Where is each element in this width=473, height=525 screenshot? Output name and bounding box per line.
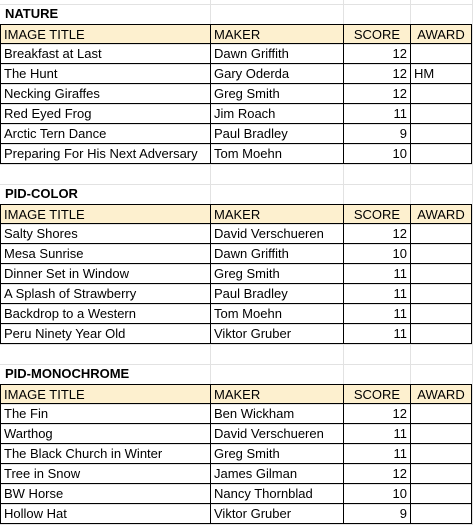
- header-maker[interactable]: MAKER: [210, 24, 343, 44]
- cell-image-title[interactable]: Preparing For His Next Adversary: [0, 144, 210, 164]
- cell-score[interactable]: 12: [343, 44, 410, 64]
- header-award[interactable]: AWARD: [410, 204, 472, 224]
- gridline: [0, 4, 473, 5]
- cell-score[interactable]: 11: [343, 104, 410, 124]
- cell-award[interactable]: [410, 264, 472, 284]
- table-row: [0, 244, 473, 264]
- table-row: [0, 284, 473, 304]
- cell-award[interactable]: [410, 284, 472, 304]
- cell-award[interactable]: [410, 104, 472, 124]
- cell-image-title[interactable]: Arctic Tern Dance: [0, 124, 210, 144]
- cell-award[interactable]: [410, 44, 472, 64]
- cell-score[interactable]: 9: [343, 504, 410, 524]
- header-award[interactable]: AWARD: [410, 24, 472, 44]
- cell-maker[interactable]: Tom Moehn: [210, 144, 343, 164]
- section-title: PID-MONOCHROME: [5, 366, 130, 381]
- cell-score[interactable]: 11: [343, 264, 410, 284]
- table-row: [0, 104, 473, 124]
- cell-image-title[interactable]: Breakfast at Last: [0, 44, 210, 64]
- cell-maker[interactable]: Viktor Gruber: [210, 324, 343, 344]
- cell-score[interactable]: 9: [343, 124, 410, 144]
- table-row: [0, 464, 473, 484]
- cell-award[interactable]: [410, 144, 472, 164]
- table-row: [0, 144, 473, 164]
- cell-award[interactable]: [410, 224, 472, 244]
- cell-maker[interactable]: Greg Smith: [210, 264, 343, 284]
- cell-award[interactable]: [410, 444, 472, 464]
- cell-award[interactable]: [410, 304, 472, 324]
- cell-maker[interactable]: David Verschueren: [210, 424, 343, 444]
- table-row: [0, 44, 473, 64]
- cell-image-title[interactable]: BW Horse: [0, 484, 210, 504]
- header-image-title[interactable]: IMAGE TITLE: [0, 384, 210, 404]
- table-row: [0, 64, 473, 84]
- header-image-title[interactable]: IMAGE TITLE: [0, 204, 210, 224]
- cell-score[interactable]: 12: [343, 224, 410, 244]
- cell-score[interactable]: 10: [343, 484, 410, 504]
- cell-award[interactable]: [410, 504, 472, 524]
- cell-maker[interactable]: Paul Bradley: [210, 124, 343, 144]
- section-title: NATURE: [5, 6, 59, 21]
- cell-image-title[interactable]: A Splash of Strawberry: [0, 284, 210, 304]
- header-maker[interactable]: MAKER: [210, 384, 343, 404]
- table-row: [0, 264, 473, 284]
- cell-maker[interactable]: Dawn Griffith: [210, 44, 343, 64]
- cell-score[interactable]: 12: [343, 84, 410, 104]
- cell-award[interactable]: [410, 124, 472, 144]
- table-row: [0, 424, 473, 444]
- table-row: [0, 304, 473, 324]
- cell-image-title[interactable]: Red Eyed Frog: [0, 104, 210, 124]
- table-row: [0, 444, 473, 464]
- header-award[interactable]: AWARD: [410, 384, 472, 404]
- cell-maker[interactable]: Greg Smith: [210, 84, 343, 104]
- cell-image-title[interactable]: The Fin: [0, 404, 210, 424]
- cell-maker[interactable]: Paul Bradley: [210, 284, 343, 304]
- cell-maker[interactable]: Jim Roach: [210, 104, 343, 124]
- cell-maker[interactable]: Greg Smith: [210, 444, 343, 464]
- header-score[interactable]: SCORE: [343, 24, 410, 44]
- cell-score[interactable]: 11: [343, 304, 410, 324]
- header-score[interactable]: SCORE: [343, 384, 410, 404]
- cell-image-title[interactable]: The Black Church in Winter: [0, 444, 210, 464]
- cell-image-title[interactable]: Backdrop to a Western: [0, 304, 210, 324]
- cell-score[interactable]: 12: [343, 404, 410, 424]
- cell-maker[interactable]: Viktor Gruber: [210, 504, 343, 524]
- table-header-row: [0, 24, 473, 44]
- cell-image-title[interactable]: Hollow Hat: [0, 504, 210, 524]
- header-image-title[interactable]: IMAGE TITLE: [0, 24, 210, 44]
- cell-maker[interactable]: Ben Wickham: [210, 404, 343, 424]
- table-row: [0, 224, 473, 244]
- cell-score[interactable]: 10: [343, 144, 410, 164]
- cell-image-title[interactable]: Mesa Sunrise: [0, 244, 210, 264]
- cell-maker[interactable]: Dawn Griffith: [210, 244, 343, 264]
- cell-maker[interactable]: Tom Moehn: [210, 304, 343, 324]
- cell-image-title[interactable]: Necking Giraffes: [0, 84, 210, 104]
- table-row: [0, 484, 473, 504]
- cell-image-title[interactable]: Dinner Set in Window: [0, 264, 210, 284]
- table-header-row: [0, 204, 473, 224]
- cell-score[interactable]: 11: [343, 424, 410, 444]
- section-title: PID-COLOR: [5, 186, 78, 201]
- cell-image-title[interactable]: The Hunt: [0, 64, 210, 84]
- table-row: [0, 404, 473, 424]
- cell-maker[interactable]: James Gilman: [210, 464, 343, 484]
- cell-score[interactable]: 11: [343, 444, 410, 464]
- cell-score[interactable]: 11: [343, 324, 410, 344]
- cell-award[interactable]: [410, 404, 472, 424]
- cell-award[interactable]: [410, 324, 472, 344]
- cell-award[interactable]: [410, 424, 472, 444]
- cell-award[interactable]: [410, 484, 472, 504]
- cell-maker[interactable]: David Verschueren: [210, 224, 343, 244]
- cell-award[interactable]: [410, 84, 472, 104]
- gridline: [0, 344, 473, 345]
- cell-score[interactable]: 10: [343, 244, 410, 264]
- table-row: [0, 324, 473, 344]
- table-row: [0, 84, 473, 104]
- cell-maker[interactable]: Nancy Thornblad: [210, 484, 343, 504]
- header-score[interactable]: SCORE: [343, 204, 410, 224]
- cell-score[interactable]: 12: [343, 64, 410, 84]
- cell-image-title[interactable]: Tree in Snow: [0, 464, 210, 484]
- cell-image-title[interactable]: Warthog: [0, 424, 210, 444]
- cell-maker[interactable]: Gary Oderda: [210, 64, 343, 84]
- cell-image-title[interactable]: Peru Ninety Year Old: [0, 324, 210, 344]
- cell-award[interactable]: [410, 464, 472, 484]
- cell-award[interactable]: HM: [410, 64, 472, 84]
- cell-score[interactable]: 12: [343, 464, 410, 484]
- cell-image-title[interactable]: Salty Shores: [0, 224, 210, 244]
- gridline: [0, 164, 473, 165]
- cell-award[interactable]: [410, 244, 472, 264]
- table-row: [0, 124, 473, 144]
- table-row: [0, 504, 473, 524]
- table-header-row: [0, 384, 473, 404]
- header-maker[interactable]: MAKER: [210, 204, 343, 224]
- cell-score[interactable]: 11: [343, 284, 410, 304]
